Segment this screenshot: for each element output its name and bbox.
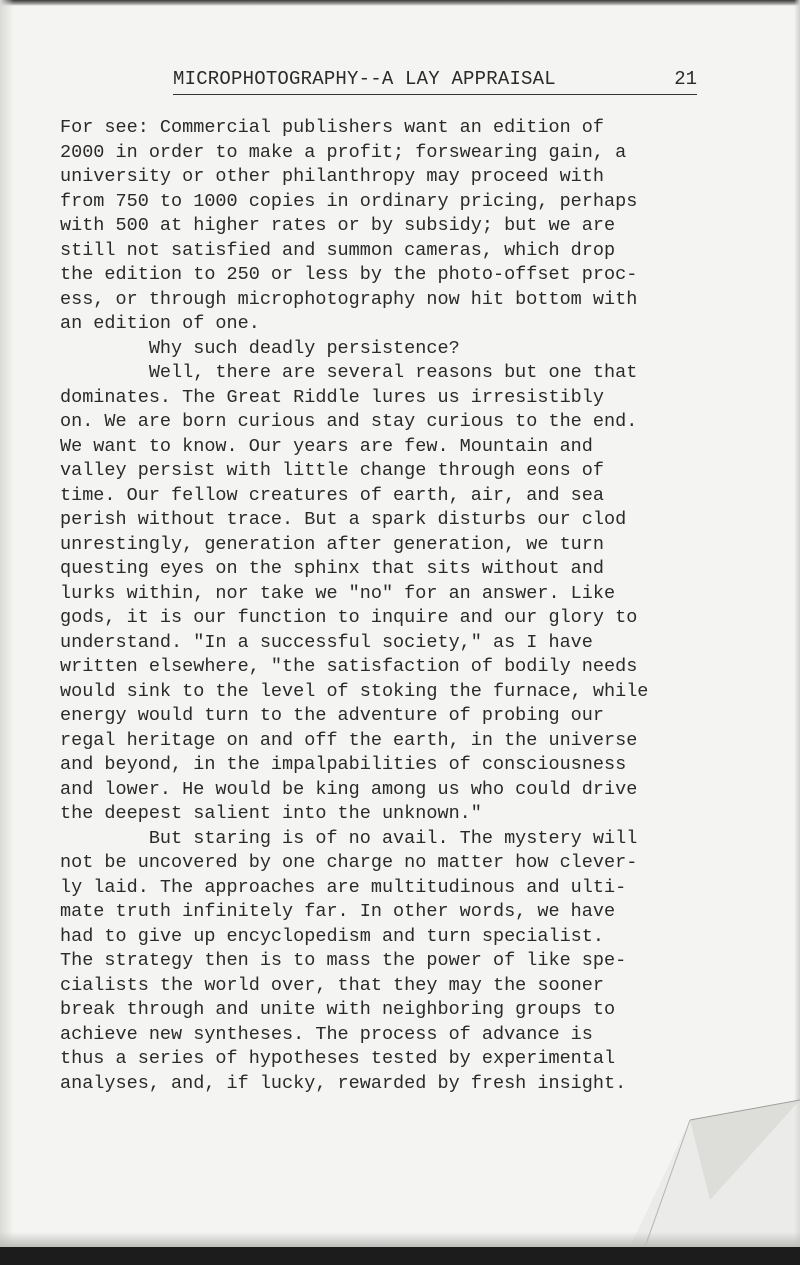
text-line: and lower. He would be king among us who could drive [60, 778, 638, 800]
text-line: the edition to 250 or less by the photo-offset proc- [60, 264, 638, 285]
text-line: Well, there are several reasons but one that [60, 362, 638, 383]
text-line: gods, it is our function to inquire and our glory to [60, 607, 638, 628]
text-line: dominates. The Great Riddle lures us irresistibly [60, 386, 604, 408]
text-line: The strategy then is to mass the power of like spe- [60, 950, 627, 971]
text-line: still not satisfied and summon cameras, which drop [60, 239, 616, 261]
text-line: understand. "In a successful society," as I have [60, 631, 593, 653]
text-line: written elsewhere, "the satisfaction of bodily needs [60, 656, 638, 677]
text-line: thus a series of hypotheses tested by experimental [60, 1048, 616, 1069]
text-line: 2000 in order to make a profit; forswearing gain, a [60, 141, 627, 163]
text-line: ly laid. The approaches are multitudinous and ulti- [60, 876, 627, 898]
text-line: questing eyes on the sphinx that sits without and [60, 558, 604, 579]
text-line: energy would turn to the adventure of probing our [60, 705, 604, 726]
text-line: Why such deadly persistence? [60, 337, 460, 359]
text-line: from 750 to 1000 copies in ordinary pricing, perhaps [60, 190, 638, 212]
text-line: valley persist with little change through eons of [60, 460, 604, 481]
text-line: unrestingly, generation after generation, we turn [60, 533, 604, 555]
page-number: 21 [674, 68, 697, 90]
text-line: For see: Commercial publishers want an edition of [60, 117, 604, 138]
text-line: the deepest salient into the unknown." [60, 803, 482, 824]
text-line: cialists the world over, that they may the sooner [60, 974, 604, 996]
text-line: analyses, and, if lucky, rewarded by fresh insight. [60, 1072, 627, 1094]
text-line: not be uncovered by one charge no matter how clever- [60, 852, 638, 873]
scan-top-edge [0, 0, 800, 6]
text-line: achieve new syntheses. The process of advance is [60, 1023, 593, 1045]
header-title: MICROPHOTOGRAPHY--A LAY APPRAISAL [173, 68, 556, 90]
text-line: an edition of one. [60, 313, 260, 334]
running-header [173, 64, 697, 95]
text-line: mate truth infinitely far. In other words, we have [60, 901, 616, 922]
text-line: break through and unite with neighboring groups to [60, 999, 616, 1020]
text-line: and beyond, in the impalpabilities of consciousness [60, 754, 627, 775]
body-text [60, 116, 720, 1096]
text-line: lurks within, nor take we "no" for an answer. Like [60, 582, 616, 604]
text-line: university or other philanthropy may proceed with [60, 166, 604, 187]
scan-right-edge [794, 0, 800, 1265]
text-line: We want to know. Our years are few. Mountain and [60, 435, 593, 457]
scan-left-edge [0, 0, 14, 1265]
text-line: ess, or through microphotography now hit bottom with [60, 288, 638, 310]
text-line: time. Our fellow creatures of earth, air, and sea [60, 484, 604, 506]
scan-bottom-fade [0, 1232, 800, 1247]
page-curl-shadow [600, 1080, 800, 1247]
scan-bottom-edge [0, 1247, 800, 1265]
text-line: with 500 at higher rates or by subsidy; but we are [60, 215, 616, 236]
text-line: But staring is of no avail. The mystery will [60, 827, 638, 849]
text-line: had to give up encyclopedism and turn specialist. [60, 925, 604, 947]
text-line: regal heritage on and off the earth, in the universe [60, 729, 638, 751]
text-line: perish without trace. But a spark disturbs our clod [60, 509, 627, 530]
text-line: would sink to the level of stoking the furnace, while [60, 680, 649, 702]
text-line: on. We are born curious and stay curious to the end. [60, 411, 638, 432]
